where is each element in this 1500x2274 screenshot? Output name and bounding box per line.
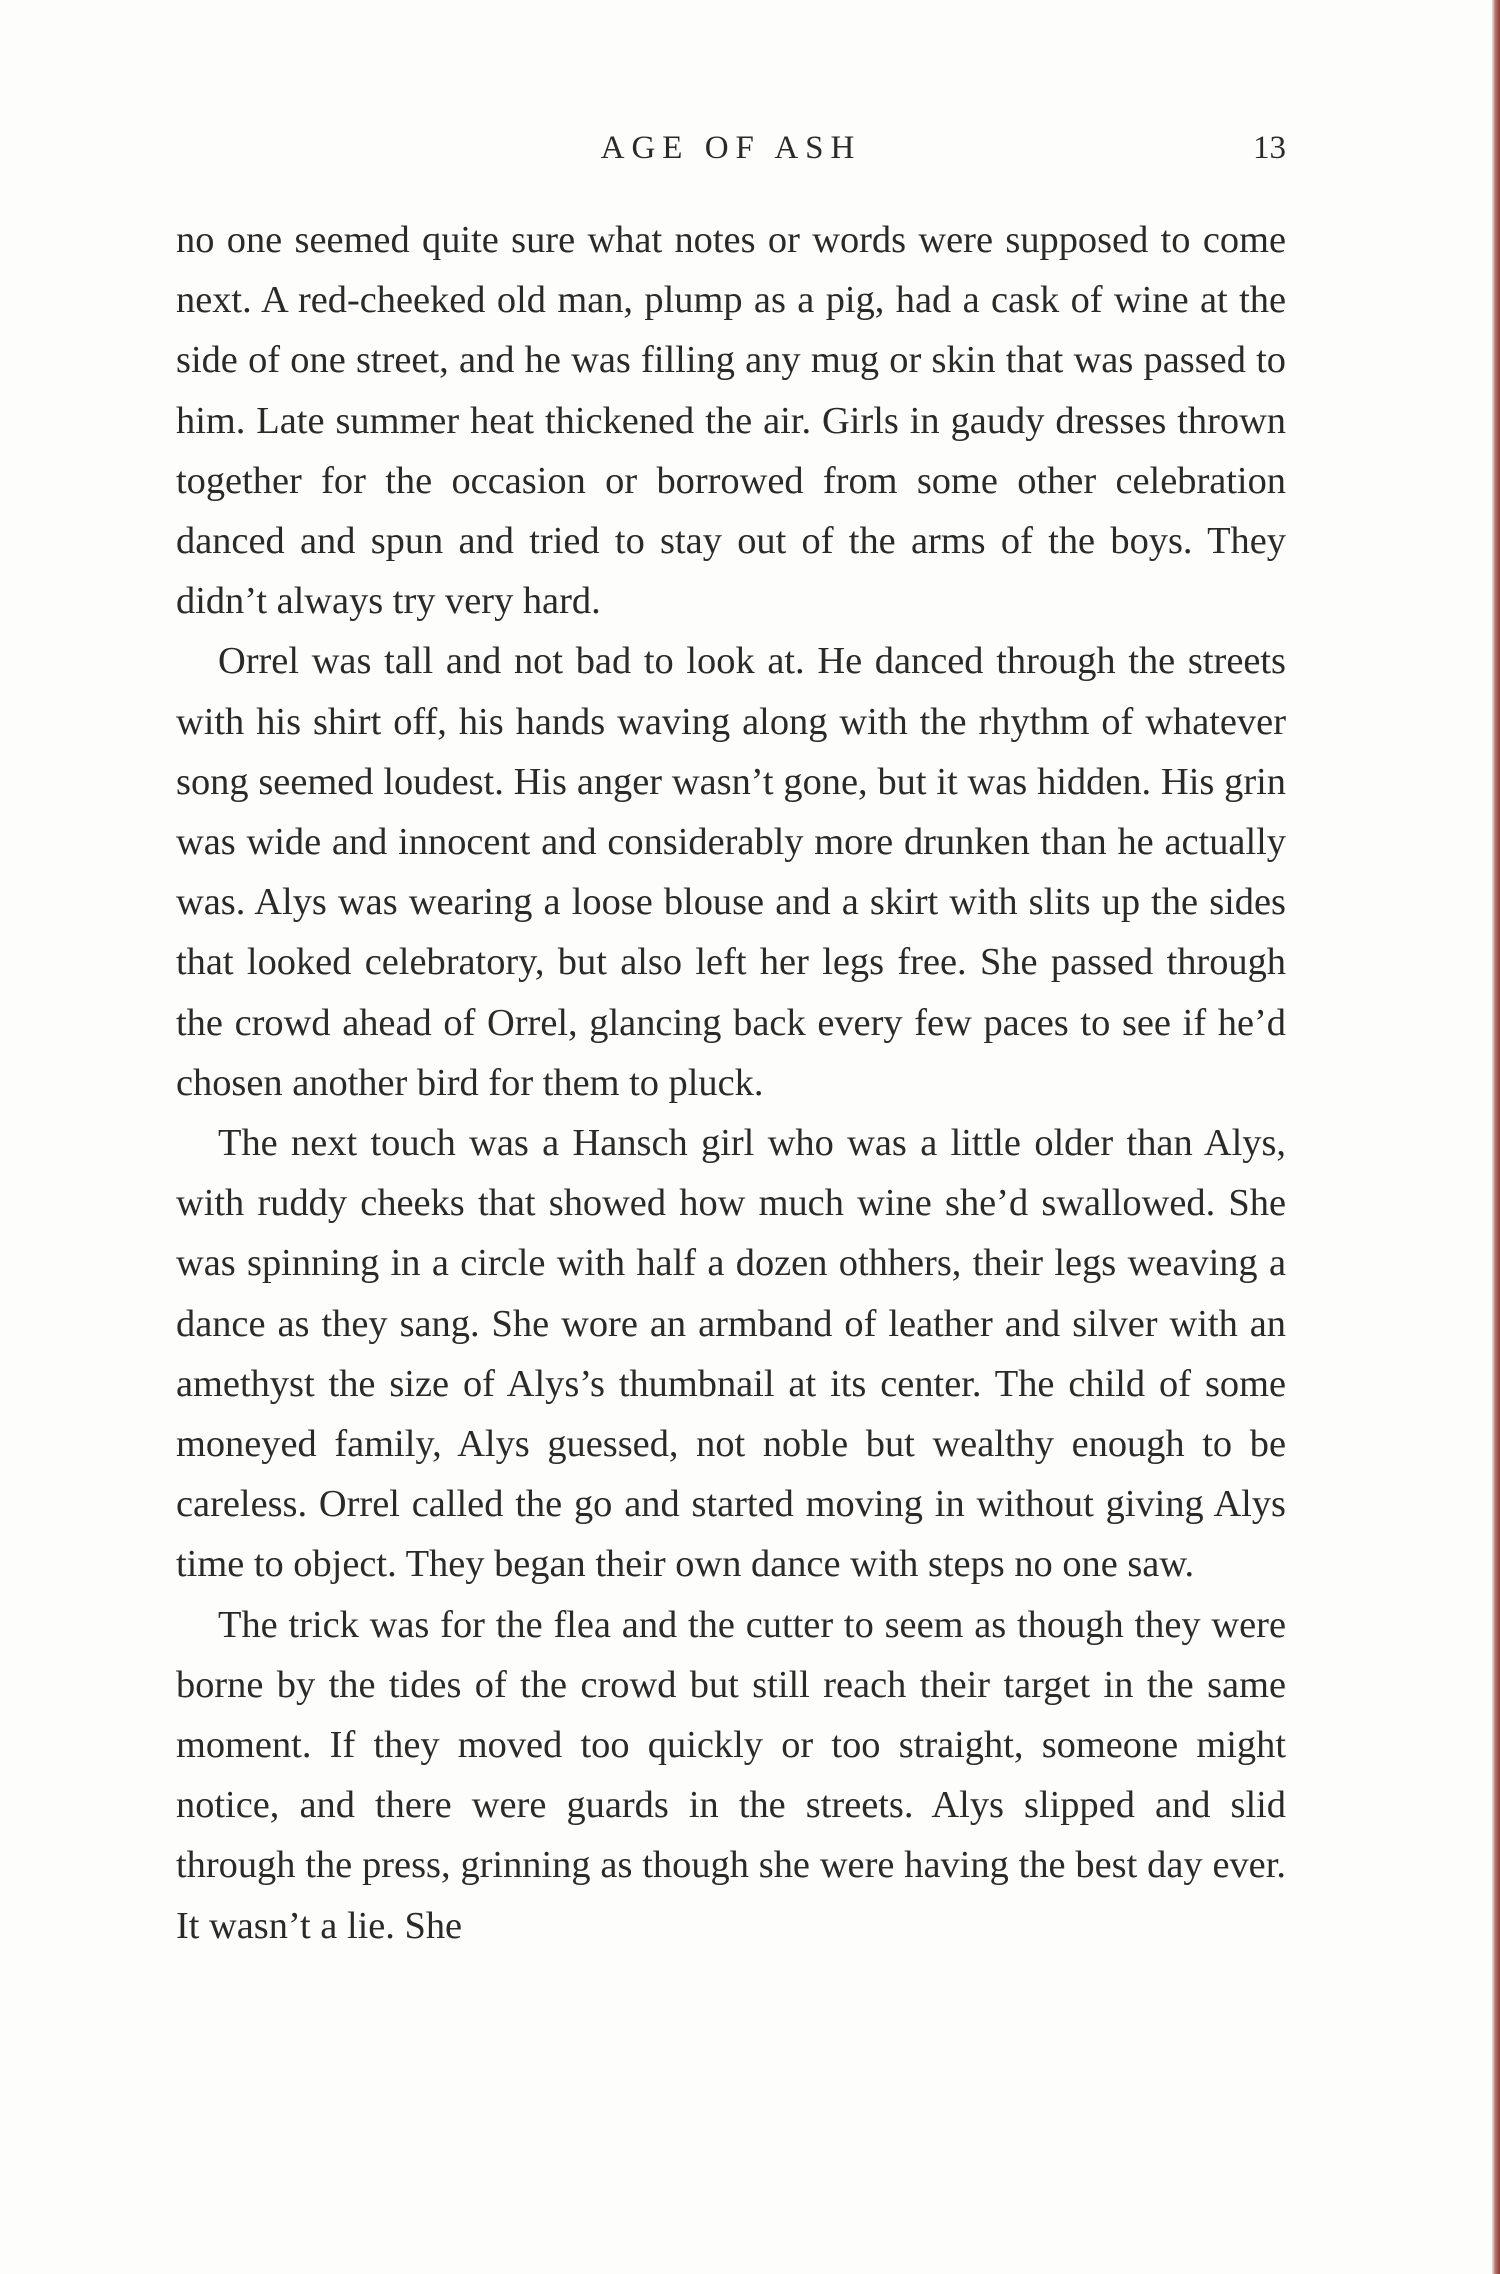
paragraph-2: Orrel was tall and not bad to look at. He danced through the streets with his shirt off, his hands waving along with the rhythm of whatever song seemed loudest. His anger wasn’t gone, but it was hidden. His grin was wide and innocent and considerably more drunken than he actually was. Alys was wearing a loose blouse and a skirt with slits up the sides that looked celebratory, but also left her legs free. She passed through the crowd ahead of Orrel, glancing back every few paces to see if he’d chosen another bird for them to pluck. (176, 640, 1286, 1104)
page-number: 13 (1253, 130, 1286, 166)
page-header (176, 118, 1286, 178)
running-title: AGE OF ASH (600, 130, 862, 166)
paragraph-4: The trick was for the flea and the cutter to seem as though they were borne by the tides of the crowd but still reach their target in the same moment. If they moved too quickly or too straight, someone might notice, and there were guards in the streets. Alys slipped and slid through the press, grinning as though she were having the best day ever. It wasn’t a lie. She (176, 1603, 1286, 1947)
paragraph-3: The next touch was a Hansch girl who was a little older than Alys, with ruddy cheeks that showed how much wine she’d swallowed. She was spinning in a circle with half a dozen othhers, their legs weaving a dance as they sang. She wore an armband of leather and silver with an amethyst the size of Alys’s thumbnail at its center. The child of some moneyed family, Alys guessed, not noble but wealthy enough to be careless. Orrel called the go and started moving in without giving Alys time to object. They began their own dance with steps no one saw. (176, 1122, 1286, 1586)
body-text (176, 210, 1286, 1956)
page-edge (1492, 0, 1500, 2274)
paragraph-1: no one seemed quite sure what notes or words were supposed to come next. A red-cheeked old man, plump as a pig, had a cask of wine at the side of one street, and he was filling any mug or skin that was passed to him. Late summer heat thickened the air. Girls in gaudy dresses thrown together for the occasion or borrowed from some other celebration danced and spun and tried to stay out of the arms of the boys. They didn’t always try very hard. (176, 219, 1286, 623)
